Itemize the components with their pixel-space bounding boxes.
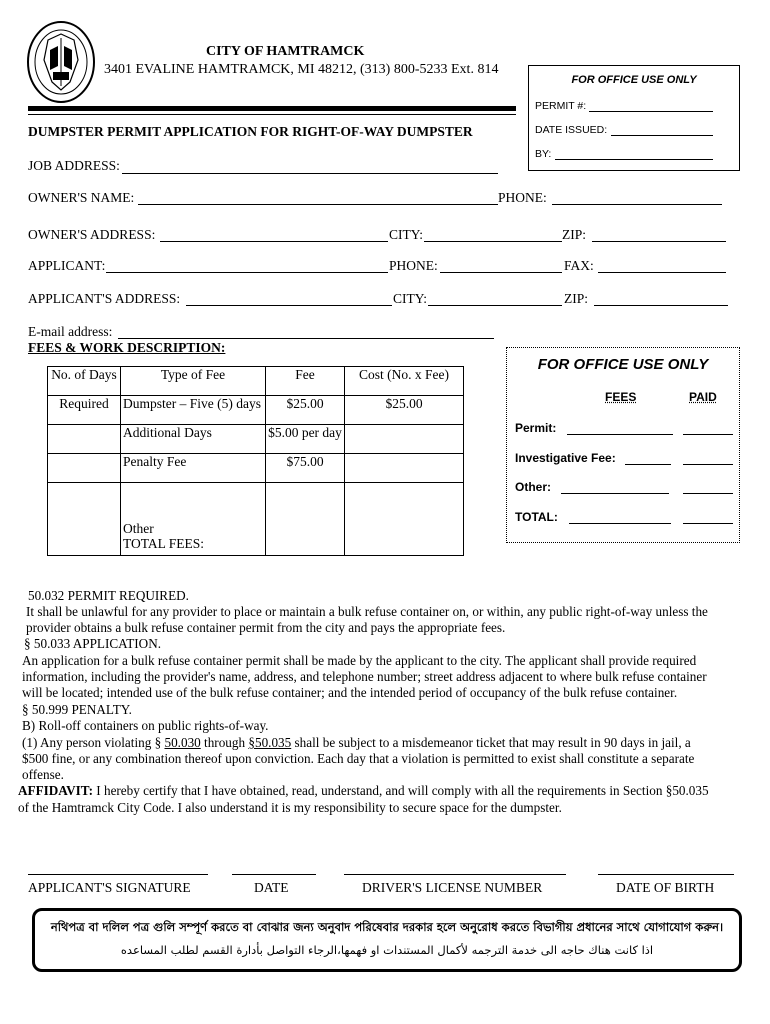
table-row	[48, 454, 464, 483]
owner-zip-label: ZIP:	[562, 227, 587, 242]
drivers-license-label: DRIVER'S LICENSE NUMBER	[362, 880, 543, 895]
affidavit-text	[18, 783, 709, 799]
column-header: Fee	[266, 367, 345, 396]
table-cell: $25.00	[266, 396, 345, 425]
total-office-label: TOTAL:	[515, 510, 558, 524]
table-row	[48, 425, 464, 454]
affidavit-text: of the Hamtramck City Code. I also understand it is my responsibility to secure space for the dumpster.	[18, 800, 562, 815]
applicant-field[interactable]	[106, 272, 388, 273]
column-header: Type of Fee	[121, 367, 266, 396]
applicant-fax-label: FAX:	[564, 258, 594, 273]
table-row	[48, 396, 464, 425]
applicant-signature-label: APPLICANT'S SIGNATURE	[28, 880, 191, 895]
owner-city-field[interactable]	[424, 241, 562, 242]
ordinance-text: provider obtains a bulk refuse container permit from the city and pays the appropriate fees.	[26, 620, 506, 635]
table-cell-input[interactable]	[48, 483, 121, 556]
applicants-address-field[interactable]	[186, 305, 392, 306]
ordinance-link[interactable]: 50.030	[164, 735, 201, 750]
table-cell-input[interactable]	[345, 425, 464, 454]
other-office-paid-field[interactable]	[683, 493, 733, 494]
permit-fee-field[interactable]	[567, 434, 673, 435]
table-cell: Dumpster – Five (5) days	[121, 396, 266, 425]
table-cell-input[interactable]	[48, 425, 121, 454]
ordinance-text: information, including the provider's name, address, and telephone number; street address adjacent to where bulk refuse container	[22, 669, 707, 684]
applicant-phone-label: PHONE:	[389, 258, 438, 273]
fees-table	[47, 366, 464, 556]
job-address-label: JOB ADDRESS:	[28, 158, 120, 173]
table-cell: Penalty Fee	[121, 454, 266, 483]
table-header-row	[48, 367, 464, 396]
owners-address-label: OWNER'S ADDRESS:	[28, 227, 156, 242]
owners-address-field[interactable]	[160, 241, 388, 242]
drivers-license-field[interactable]	[344, 874, 566, 875]
paid-column-header: PAID	[689, 390, 717, 404]
other-office-label: Other:	[515, 480, 551, 494]
owner-phone-field[interactable]	[552, 204, 722, 205]
by-label: BY:	[535, 148, 552, 160]
investigative-fee-label: Investigative Fee:	[515, 451, 616, 465]
translation-notice-box	[32, 908, 742, 972]
applicant-zip-field[interactable]	[594, 305, 728, 306]
date-of-birth-field[interactable]	[598, 874, 734, 875]
arabic-notice: اذا كانت هناك حاجه الى خدمة الترجمه لأكمال المستندات او فهمها،الرجاء التواصل بأدارة القسم لطلب المساعده	[120, 943, 654, 957]
by-field[interactable]	[555, 159, 713, 160]
office-use-box-top	[528, 65, 740, 171]
ordinance-text: will be located; intended use of the bulk refuse container; and the intended period of occupancy of the bulk refuse container.	[22, 685, 678, 700]
header-rule-thick	[28, 106, 516, 111]
table-cell: Additional Days	[121, 425, 266, 454]
ordinance-text: B) Roll-off containers on public rights-of-way.	[22, 718, 269, 733]
table-cell: Required	[48, 396, 121, 425]
applicant-city-label: CITY:	[393, 291, 428, 306]
ordinance-text-segment: shall be subject to a misdemeanor ticket that may result in 90 days in jail, a	[291, 735, 691, 750]
owner-city-label: CITY:	[389, 227, 424, 242]
form-title: DUMPSTER PERMIT APPLICATION FOR RIGHT-OF-WAY DUMPSTER	[28, 124, 473, 139]
table-cell	[121, 483, 266, 556]
affidavit-label: AFFIDAVIT:	[18, 783, 93, 798]
header-rule-thin	[28, 114, 516, 115]
investigative-fee-field[interactable]	[625, 464, 671, 465]
fees-column-header: FEES	[605, 390, 637, 404]
owner-zip-field[interactable]	[592, 241, 726, 242]
ordinance-text: $500 fine, or any combination thereof upon conviction. Each day that a violation is permitted to exist shall constitute a separate	[22, 751, 695, 766]
date-issued-label: DATE ISSUED:	[535, 124, 608, 136]
table-cell-input[interactable]	[345, 483, 464, 556]
applicant-fax-field[interactable]	[598, 272, 726, 273]
owners-name-label: OWNER'S NAME:	[28, 190, 135, 205]
permit-paid-field[interactable]	[683, 434, 733, 435]
column-header: Cost (No. x Fee)	[345, 367, 464, 396]
other-fee-label: Other	[123, 521, 154, 536]
owners-name-field[interactable]	[138, 204, 498, 205]
fees-heading: FEES & WORK DESCRIPTION:	[28, 340, 226, 355]
date-of-birth-label: DATE OF BIRTH	[616, 880, 715, 895]
total-office-paid-field[interactable]	[683, 523, 733, 524]
ordinance-section-title: § 50.999 PENALTY.	[22, 702, 132, 717]
investigative-paid-field[interactable]	[683, 464, 733, 465]
column-header: No. of Days	[48, 367, 121, 396]
city-seal-logo	[26, 20, 96, 104]
city-name: CITY OF HAMTRAMCK	[206, 44, 365, 59]
table-cell: $25.00	[345, 396, 464, 425]
owner-phone-label: PHONE:	[498, 190, 547, 205]
ordinance-section-title: 50.032 PERMIT REQUIRED.	[28, 588, 189, 603]
applicant-label: APPLICANT:	[28, 258, 106, 273]
email-field[interactable]	[118, 338, 494, 339]
job-address-field[interactable]	[122, 173, 498, 174]
table-cell-input[interactable]	[345, 454, 464, 483]
affidavit-statement: I hereby certify that I have obtained, read, understand, and will comply with all the requirements in Section §50.035	[92, 783, 709, 798]
table-cell: $5.00 per day	[266, 425, 345, 454]
email-label: E-mail address:	[28, 324, 113, 339]
date-label: DATE	[254, 880, 289, 895]
table-cell-input[interactable]	[266, 483, 345, 556]
applicant-phone-field[interactable]	[440, 272, 562, 273]
applicant-city-field[interactable]	[428, 305, 562, 306]
ordinance-text-segment: through	[200, 735, 249, 750]
ordinance-text: It shall be unlawful for any provider to place or maintain a bulk refuse container on, or within, any public right-of-way unless the	[26, 604, 708, 619]
total-office-fee-field[interactable]	[569, 523, 671, 524]
total-fees-label: TOTAL FEES:	[123, 536, 205, 551]
office-use-box-fees	[506, 347, 740, 543]
ordinance-link[interactable]: §50.035	[248, 735, 292, 750]
table-cell-input[interactable]	[48, 454, 121, 483]
applicant-zip-label: ZIP:	[564, 291, 589, 306]
ordinance-section-title: § 50.033 APPLICATION.	[24, 636, 162, 651]
ordinance-text: An application for a bulk refuse container permit shall be made by the applicant to the city. The applicant shall provide required	[22, 653, 697, 668]
permit-number-label: PERMIT #:	[535, 100, 587, 112]
signature-date-field[interactable]	[232, 874, 316, 875]
table-row	[48, 483, 464, 556]
city-address: 3401 EVALINE HAMTRAMCK, MI 48212, (313) 800-5233 Ext. 814	[104, 62, 499, 77]
other-office-fee-field[interactable]	[561, 493, 669, 494]
ordinance-text	[22, 735, 691, 751]
office-use-title: FOR OFFICE USE ONLY	[571, 74, 697, 86]
permit-fee-label: Permit:	[515, 421, 557, 435]
ordinance-text: offense.	[22, 767, 64, 782]
ordinance-text-segment: (1) Any person violating §	[22, 735, 165, 750]
bengali-notice: নথিপত্র বা দলিল পত্র গুলি সম্পূর্ণ করতে বা বোঝার জন্য অনুবাদ পরিষেবার দরকার হলে অনুরোধ করতে বিভাগীয় প্রধানের সাথে যোগাযোগ করুন।	[50, 920, 724, 934]
date-issued-field[interactable]	[611, 135, 713, 136]
applicant-signature-field[interactable]	[28, 874, 208, 875]
permit-number-field[interactable]	[589, 111, 713, 112]
office-use-fees-title: FOR OFFICE USE ONLY	[537, 356, 709, 373]
applicants-address-label: APPLICANT'S ADDRESS:	[28, 291, 181, 306]
table-cell: $75.00	[266, 454, 345, 483]
